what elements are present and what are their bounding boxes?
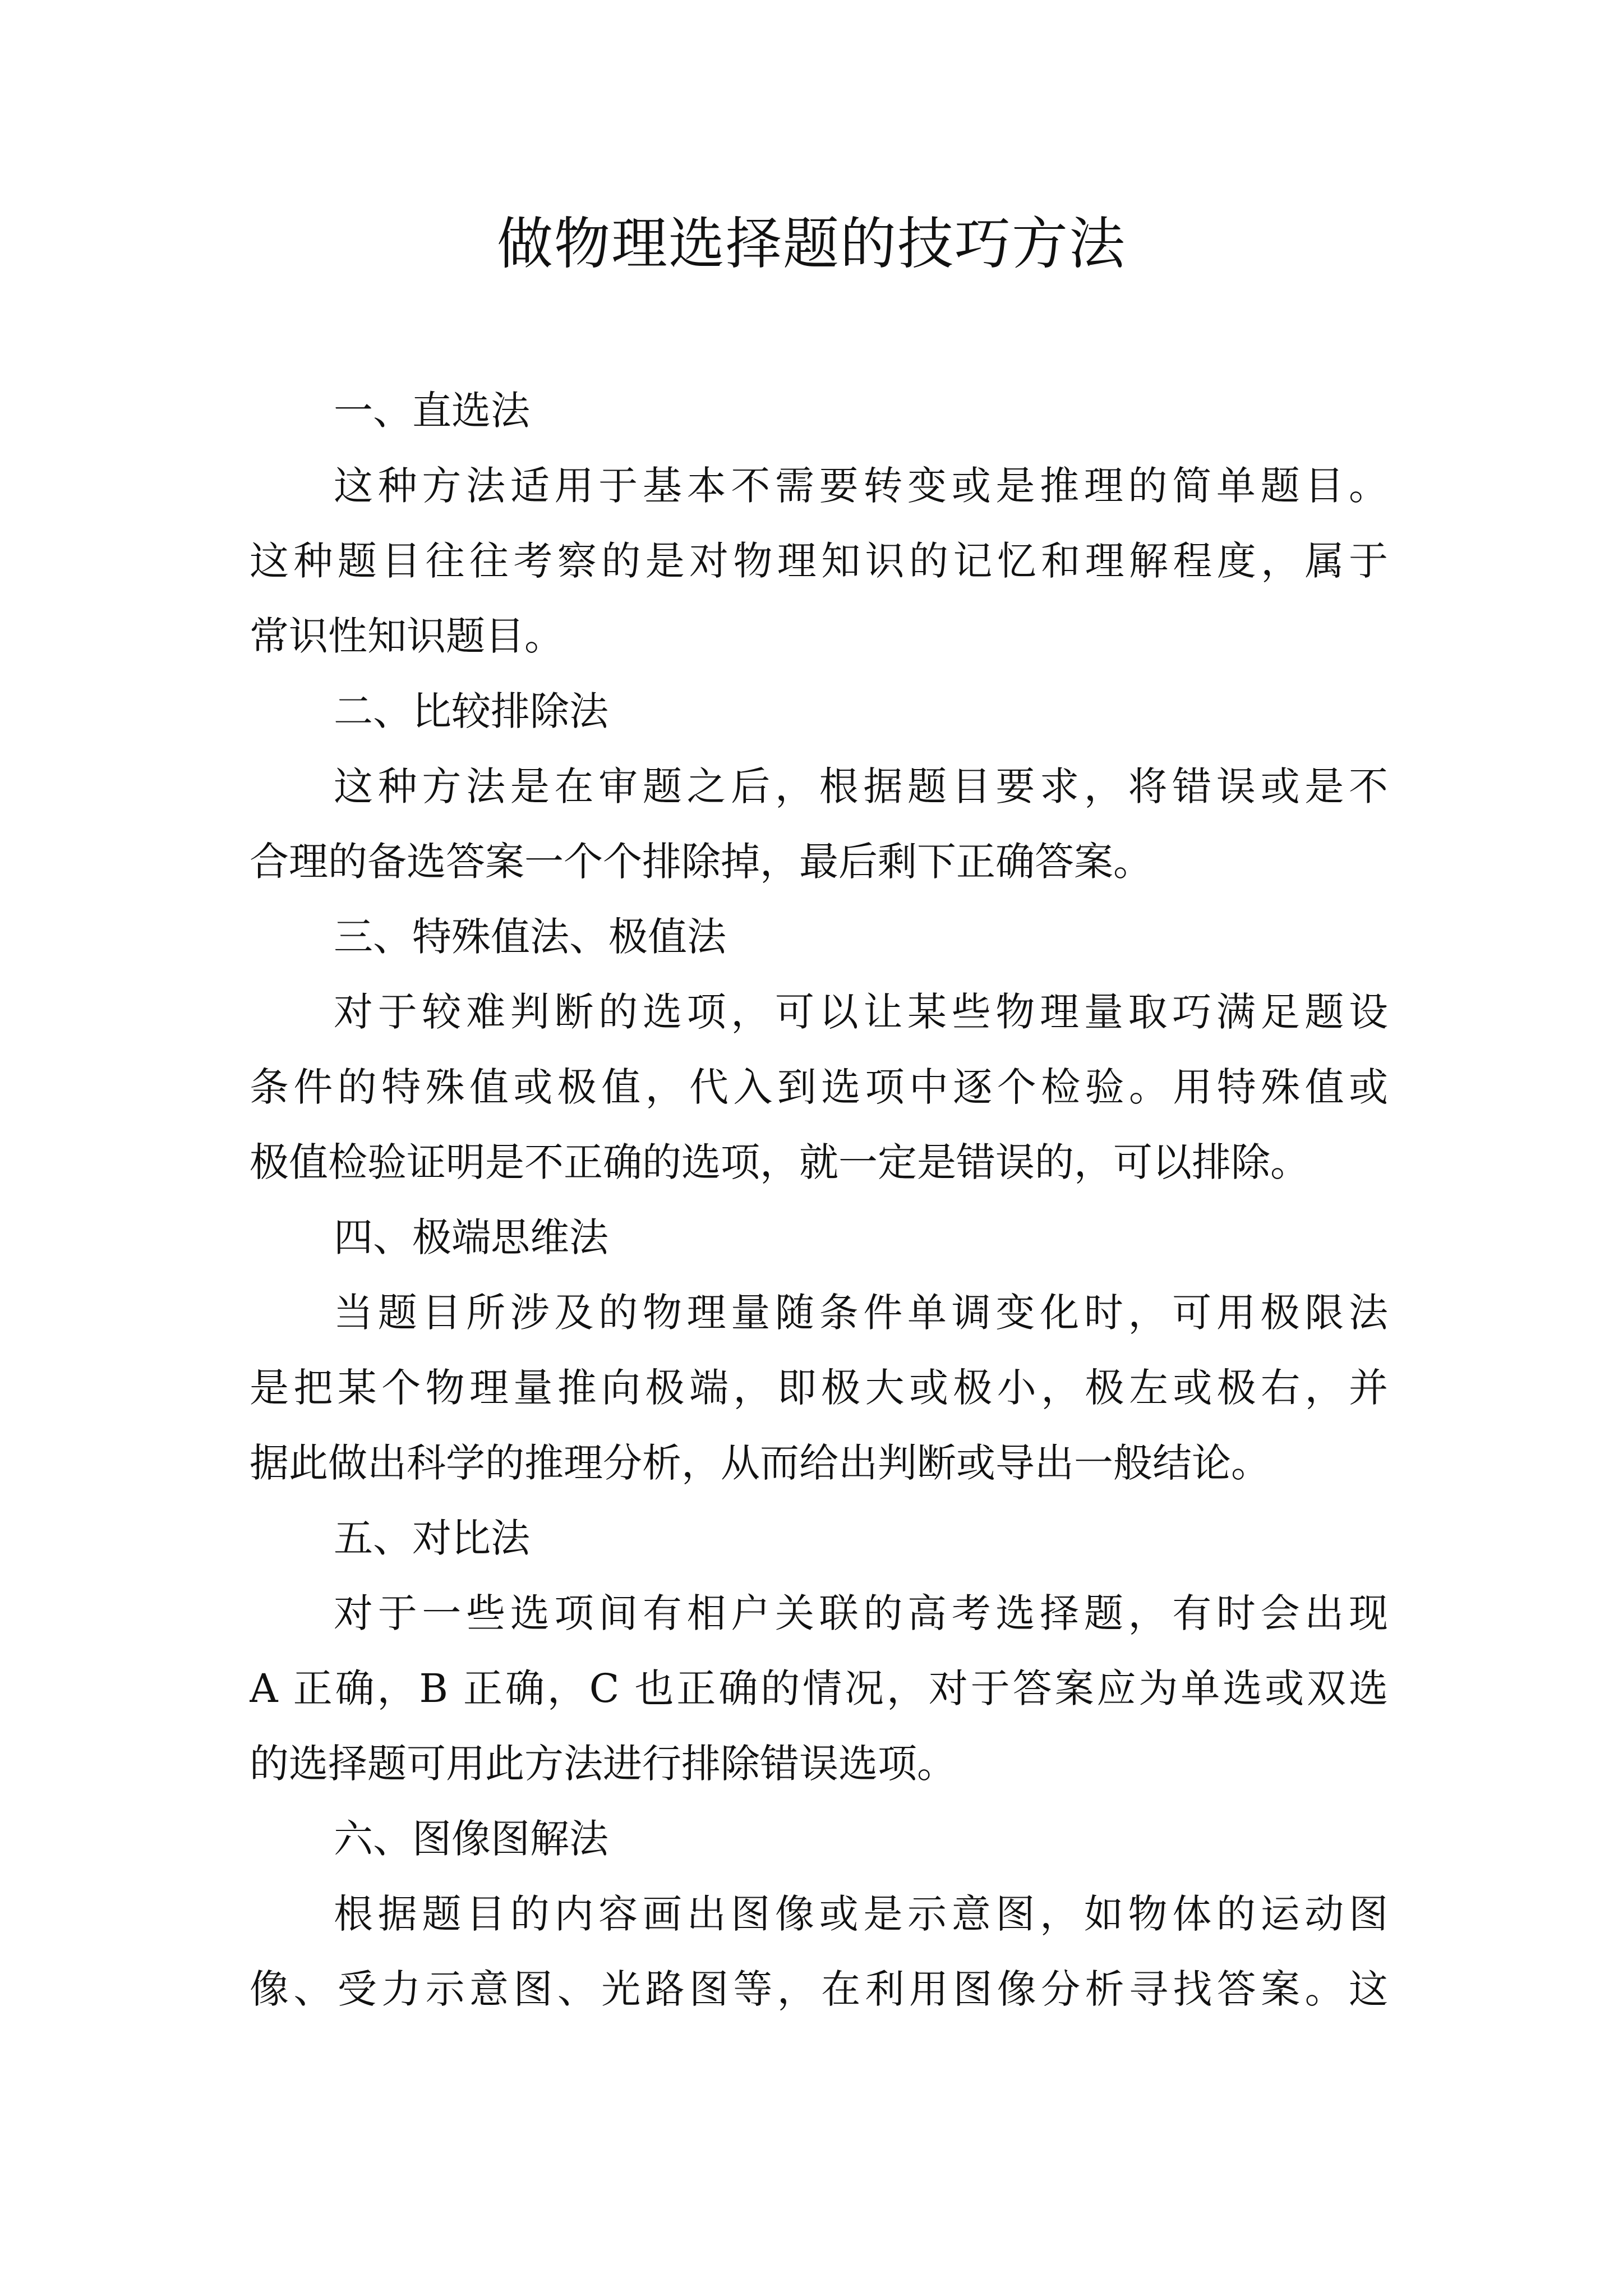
paragraph-line: 这种方法适用于基本不需要转变或是推理的简单题目。 bbox=[334, 463, 1388, 509]
paragraph-line: 条件的特殊值或极值，代入到选项中逐个检验。用特殊值或 bbox=[250, 1064, 1388, 1110]
section-heading: 二、比较排除法 bbox=[334, 688, 608, 734]
section-heading: 五、对比法 bbox=[334, 1515, 530, 1561]
section-heading: 三、特殊值法、极值法 bbox=[334, 914, 726, 960]
document-title: 做物理选择题的技巧方法 bbox=[497, 211, 1126, 277]
paragraph-line: A 正确，B 正确，C 也正确的情况，对于答案应为单选或双选 bbox=[250, 1665, 1388, 1711]
paragraph-line: 这种题目往往考察的是对物理知识的记忆和理解程度，属于 bbox=[250, 538, 1388, 584]
paragraph-line: 对于一些选项间有相户关联的高考选择题，有时会出现 bbox=[334, 1590, 1388, 1636]
paragraph-line: 据此做出科学的推理分析，从而给出判断或导出一般结论。 bbox=[250, 1440, 1270, 1486]
paragraph-line: 常识性知识题目。 bbox=[250, 613, 564, 659]
document-body bbox=[250, 373, 1388, 2027]
paragraph-line: 合理的备选答案一个个排除掉，最后剩下正确答案。 bbox=[250, 839, 1152, 885]
paragraph-line: 的选择题可用此方法进行排除错误选项。 bbox=[250, 1741, 956, 1787]
paragraph-line: 极值检验证明是不正确的选项，就一定是错误的，可以排除。 bbox=[250, 1139, 1310, 1185]
paragraph-line: 像、受力示意图、光路图等，在利用图像分析寻找答案。这 bbox=[250, 1966, 1388, 2012]
section-heading: 六、图像图解法 bbox=[334, 1816, 608, 1862]
paragraph-line: 对于较难判断的选项，可以让某些物理量取巧满足题设 bbox=[334, 989, 1388, 1035]
paragraph-line: 根据题目的内容画出图像或是示意图，如物体的运动图 bbox=[334, 1891, 1388, 1937]
paragraph-line: 这种方法是在审题之后，根据题目要求，将错误或是不 bbox=[334, 763, 1388, 809]
section-heading: 四、极端思维法 bbox=[334, 1214, 608, 1260]
section-heading: 一、直选法 bbox=[334, 388, 530, 434]
paragraph-line: 当题目所涉及的物理量随条件单调变化时，可用极限法 bbox=[334, 1290, 1388, 1336]
paragraph-line: 是把某个物理量推向极端，即极大或极小，极左或极右，并 bbox=[250, 1365, 1388, 1411]
